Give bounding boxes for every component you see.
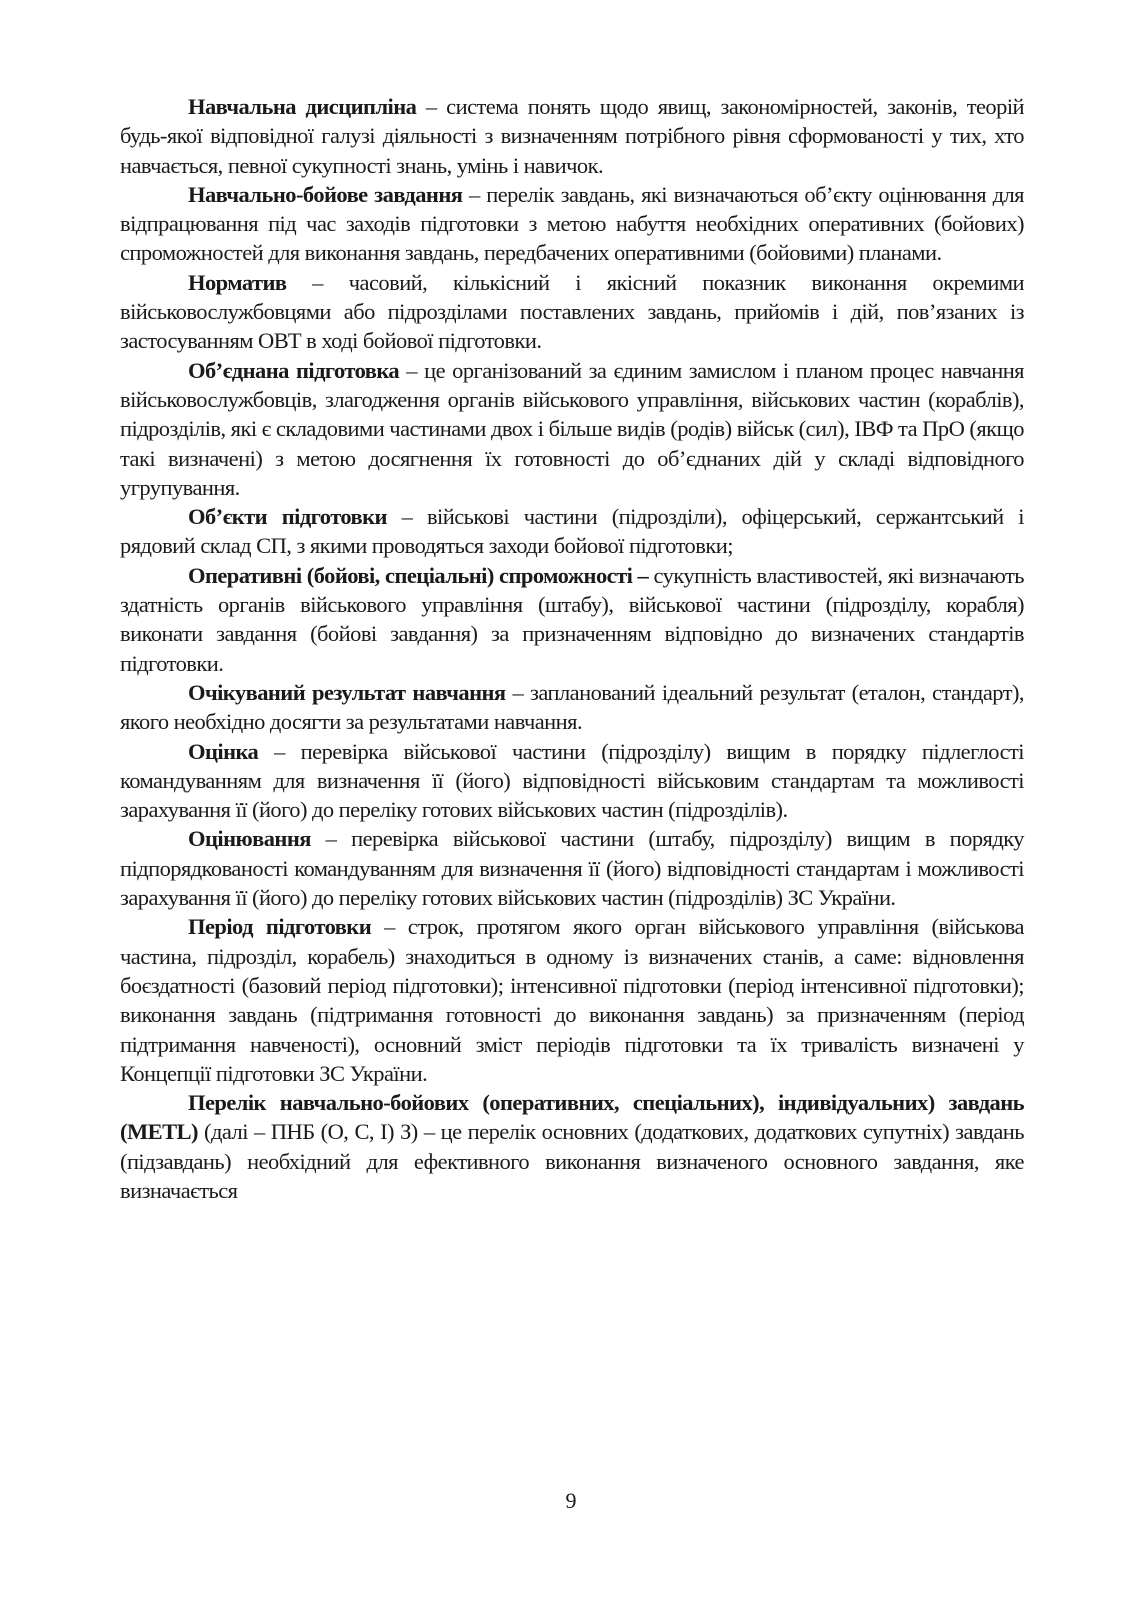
definition-text: – військові частини (підрозділи), офіцерський, сержантський і рядовий склад СП, з якими проводяться заходи бойової підготовки; (120, 504, 1024, 559)
definition-paragraph (120, 502, 1024, 561)
definition-paragraph (120, 180, 1024, 268)
definition-text: – перевірка військової частини (штабу, підрозділу) вищим в порядку підпорядкованості командуванням для визначення її (його) відповідності стандартам і можливості зарахування її (його) до переліку готових військових частин (підрозділів) ЗС України. (120, 826, 1024, 911)
term-heading: Оцінювання (188, 826, 311, 852)
term-heading: Об’єднана підготовка (188, 357, 400, 383)
term-heading: Очікуваний результат навчання (188, 679, 506, 705)
definition-text: – запланований ідеальний результат (еталон, стандарт), якого необхідно досягти за результатами навчання. (120, 679, 1024, 735)
term-heading: Навчальна дисципліна (188, 94, 417, 119)
definition-paragraph (120, 92, 1024, 180)
definition-text: – перевірка військової частини (підрозділу) вищим в порядку підлеглості командуванням для визначення її (його) відповідності військовим стандартам та можливості зарахування її (його) до переліку готових військових частин (підрозділів). (120, 738, 1024, 823)
document-page-body (120, 92, 1024, 1205)
definition-paragraph (120, 268, 1024, 356)
term-heading: Норматив (188, 269, 287, 295)
definition-paragraph (120, 824, 1024, 912)
term-heading: Оперативні (бойові, спеціальні) спроможності – (188, 562, 649, 588)
definition-text: – перелік завдань, які визначаються об’єкту оцінювання для відпрацювання під час заходів підготовки з метою набуття необхідних оперативних (бойових) спроможностей для виконання завдань, передбачених оперативними (бойовими) планами. (120, 181, 1024, 266)
definition-paragraph (120, 678, 1024, 737)
definition-text: – це організований за єдиним замислом і планом процес навчання військовослужбовців, злагодження органів військового управління, військових частин (кораблів), підрозділів, які є складовими частинами двох і більше видів (родів) військ (сил), ІВФ та ПрО (якщо такі визначені) з метою досягнення їх готовності до об’єднаних дій у складі відповідного угрупування. (120, 357, 1024, 500)
term-heading: Період підготовки (188, 914, 372, 940)
definition-paragraph (120, 356, 1024, 502)
page-number: 9 (565, 1488, 577, 1513)
definition-paragraph (120, 737, 1024, 825)
term-heading: Перелік навчально-бойових (оперативних, спеціальних), індивідуальних) завдань (METL) (120, 1090, 1024, 1145)
definition-text: – строк, протягом якого орган військового управління (військова частина, підрозділ, корабель) знаходиться в одному із визначених станів, а саме: відновлення боєздатності (базовий період підготовки); інтенсивної підготовки (період інтенсивної підготовки); виконання завдань (підтримання готовності до виконання завдань) за призначенням (період підтримання навченості), основний зміст періодів підготовки та їх тривалість визначені у Концепції підготовки ЗС України. (120, 914, 1024, 1086)
definition-paragraph (120, 912, 1024, 1088)
term-heading: Навчально-бойове завдання (188, 181, 463, 207)
definition-paragraph (120, 1088, 1024, 1205)
definition-text: сукупність властивостей, які визначають здатність органів військового управління (штабу), військової частини (підрозділу, корабля) виконати завдання (бойові завдання) за призначенням відповідно до визначених стандартів підготовки. (120, 562, 1024, 676)
definition-text: (далі – ПНБ (О, С, І) З) – це перелік основних (додаткових, додаткових супутніх) завдань (підзавдань) необхідний для ефективного виконання визначеного основного завдання, яке визначається (120, 1119, 1024, 1203)
definition-text: – система понять щодо явищ, закономірностей, законів, теорій будь-якої відповідної галузі діяльності з визначенням потрібного рівня сформованості у тих, хто навчається, певної сукупності знань, умінь і навичок. (120, 94, 1025, 178)
definition-paragraph (120, 561, 1024, 678)
term-heading: Об’єкти підготовки (188, 504, 387, 530)
definition-text: – часовий, кількісний і якісний показник виконання окремими військовослужбовцями або підрозділами поставлених завдань, прийомів і дій, пов’язаних із застосуванням ОВТ в ході бойової підготовки. (120, 269, 1024, 354)
term-heading: Оцінка (188, 738, 259, 764)
